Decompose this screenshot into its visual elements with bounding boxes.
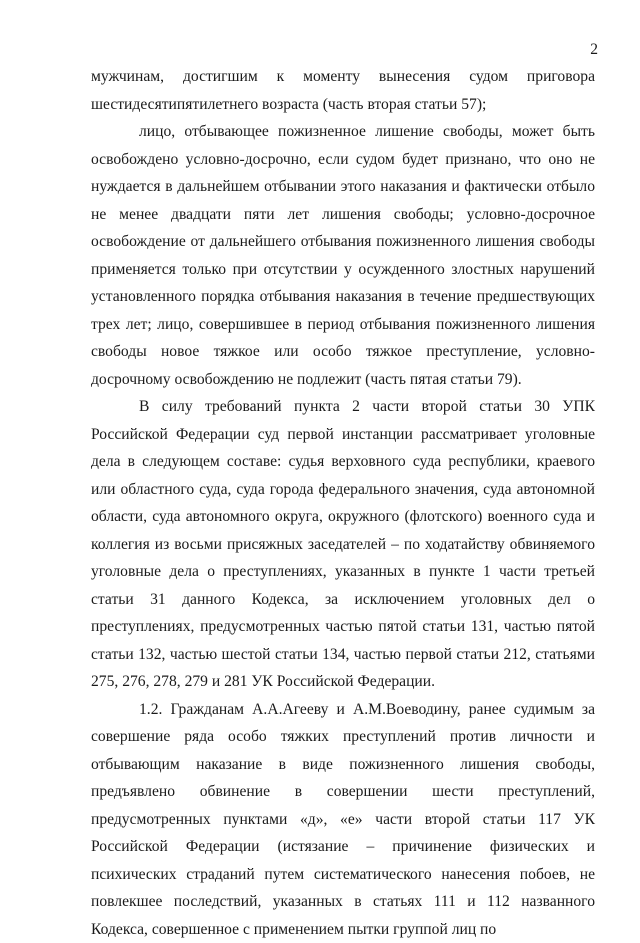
paragraph-continuation: мужчинам, достигшим к моменту вынесения судом приговора шестидесятипятилетнего возраста (часть вторая статьи 57); <box>91 63 595 118</box>
paragraph-case-facts: 1.2. Гражданам А.А.Агееву и А.М.Воеводину, ранее судимым за совершение ряда особо тяжких преступлений против личности и отбывающим наказание в виде пожизненного лишения свободы, предъявлено обвинение в совершении шести преступлений, предусмотренных пунктами «д», «е» части второй статьи 117 УК Российской Федерации (истязание – причинение физических и психических страданий путем систематического нанесения побоев, не повлекшее последствий, указанных в статьях 111 и 112 названного Кодекса, совершенное с применением пытки группой лиц по <box>91 696 595 943</box>
paragraph-jury-trial-rule: В силу требований пункта 2 части второй статьи 30 УПК Российской Федерации суд первой инстанции рассматривает уголовные дела в следующем составе: судья верховного суда республики, краевого или областного суда, суда города федерального значения, суда автономной области, суда автономного округа, окружного (флотского) военного суда и коллегия из восьми присяжных заседателей – по ходатайству обвиняемого уголовные дела о преступлениях, указанных в пункте 1 части третьей статьи 31 данного Кодекса, за исключением уголовных дел о преступлениях, предусмотренных частью пятой статьи 131, частью пятой статьи 132, частью шестой статьи 134, частью первой статьи 212, статьями 275, 276, 278, 279 и 281 УК Российской Федерации. <box>91 393 595 696</box>
document-body <box>91 63 595 943</box>
paragraph-parole-rule: лицо, отбывающее пожизненное лишение свободы, может быть освобождено условно-досрочно, если судом будет признано, что оно не нуждается в дальнейшем отбывании этого наказания и фактически отбыло не менее двадцати пяти лет лишения свободы; условно-досрочное освобождение от дальнейшего отбывания пожизненного лишения свободы применяется только при отсутствии у осужденного злостных нарушений установленного порядка отбывания наказания в течение предшествующих трех лет; лицо, совершившее в период отбывания пожизненного лишения свободы новое тяжкое или особо тяжкое преступление, условно-досрочному освобождению не подлежит (часть пятая статьи 79). <box>91 118 595 393</box>
page-number: 2 <box>590 41 598 59</box>
